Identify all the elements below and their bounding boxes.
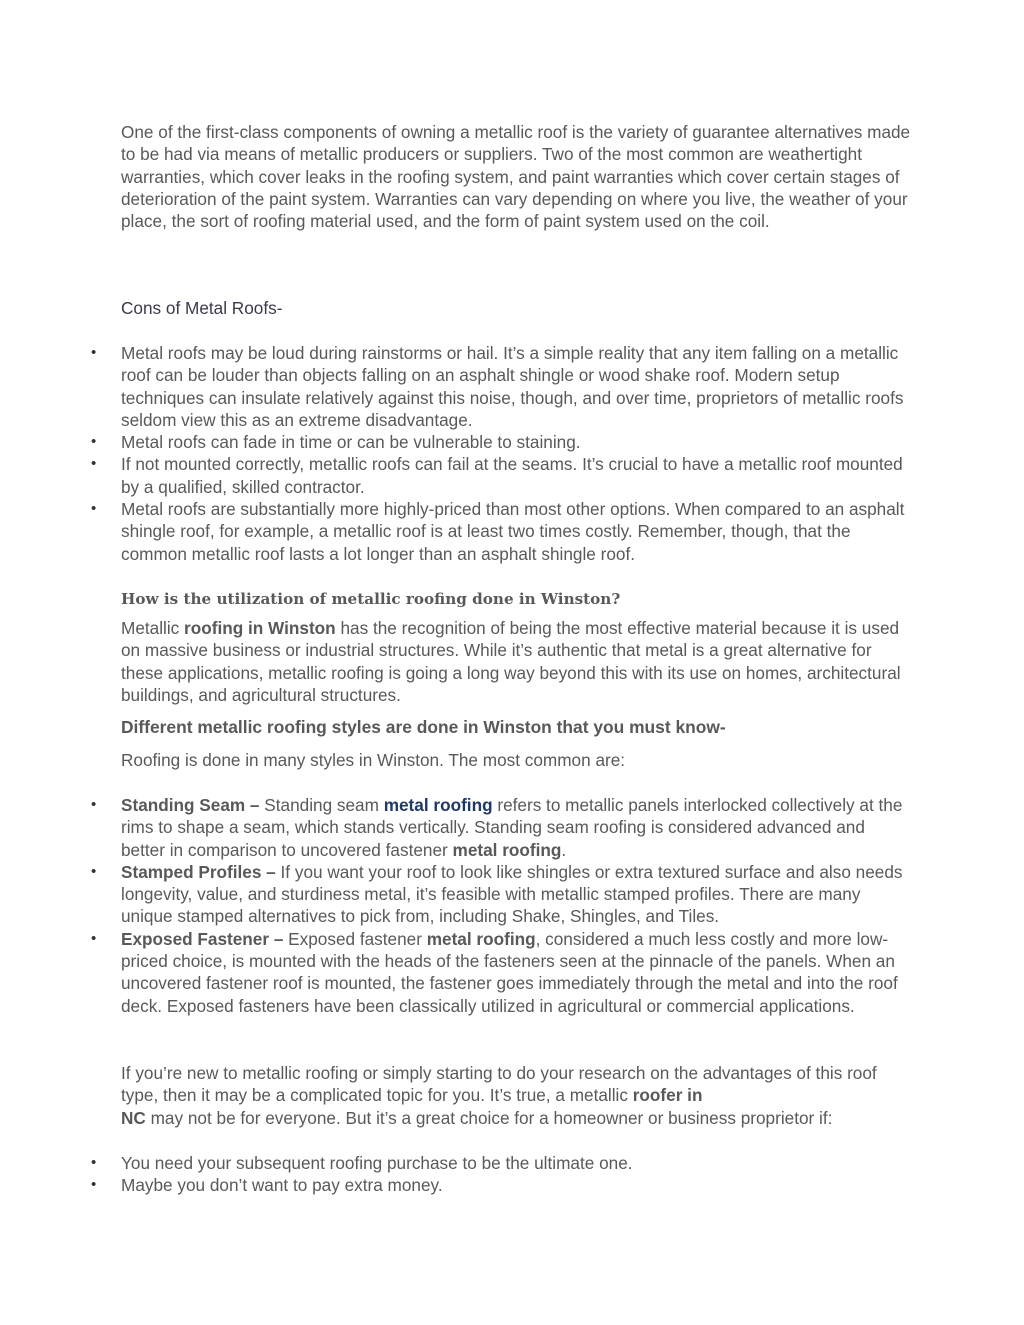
closing-list [121,1152,911,1197]
utilization-text-start: Metallic [121,618,185,638]
cons-heading: Cons of Metal Roofs- [121,298,283,318]
standing-seam-label: Standing Seam – [121,795,260,815]
standing-seam-text-3: . [561,839,567,860]
closing-text: If you’re new to metallic roofing or simply starting to do your research on the advantages of this roof type, then it may be a complicated topic for you. It’s true, a metallic [121,1063,877,1106]
standing-seam-text: Standing seam [259,795,384,815]
utilization-heading-block [121,589,911,609]
cons-item: • Metal roofs can fade in time or can be vulnerable to staining. [121,431,911,453]
style-item-stamped-profiles [121,861,911,928]
exposed-fastener-text-2: , considered a much less costly and more low-priced choice, is mounted with the heads of the fasteners seen at the pinnacle of the panels. When an uncovered fastener roof is mounted, the fastener goes immediately through the metal and into the roof deck. Exposed fasteners have been classically utilized in agricultural or commercial applications. [121,928,898,1016]
metal-roofing-keyword: metal roofing [426,928,536,949]
utilization-paragraph [121,617,911,706]
closing-item: • You need your subsequent roofing purchase to be the ultimate one. [121,1152,911,1174]
exposed-fastener-label: Exposed Fastener – [121,928,284,949]
intro-paragraph: One of the first-class components of owning a metallic roof is the variety of guarantee alternatives made to be had via means of metallic producers or suppliers. Two of the most common are weathertight warranties, which cover leaks in the roofing system, and paint warranties which cover certain stages of deterioration of the paint system. Warranties can vary depending on where you live, the weather of your place, the sort of roofing material used, and the form of paint system used on the coil. [121,122,911,232]
closing-text-2: may not be for everyone. But it’s a great choice for a homeowner or business proprietor if: [145,1107,833,1128]
closing-list-section [121,1152,911,1197]
closing-section [121,1062,911,1129]
exposed-fastener-text: Exposed fastener [283,928,427,949]
styles-list [121,794,911,1017]
cons-list [121,342,911,565]
cons-item: • If not mounted correctly, metallic roofs can fail at the seams. It’s crucial to have a metallic roof mounted by a qualified, skilled contractor. [121,453,911,498]
styles-section [121,794,911,1017]
nc-keyword: NC [121,1107,146,1128]
styles-heading: Different metallic roofing styles are done in Winston that you must know- [121,717,726,737]
closing-item: • Maybe you don’t want to pay extra money. [121,1174,911,1196]
styles-intro: Roofing is done in many styles in Winston. The most common are: [121,750,626,770]
cons-heading-block [121,297,911,319]
cons-section [121,342,911,565]
roofing-in-winston-keyword: roofing in Winston [184,618,336,638]
utilization-heading: How is the utilization of metallic roofing done in Winston? [121,590,621,608]
style-item-standing-seam [121,794,911,861]
stamped-profiles-label: Stamped Profiles – [121,861,276,882]
utilization-section [121,617,911,706]
utilization-text-rest: has the recognition of being the most effective material because it is used on massive business or industrial structures. While it’s authentic that metal is a great alternative for these applications, metallic roofing is going a long way beyond this with its use on homes, architectural buildings, and agricultural structures. [121,618,901,705]
intro-section [121,121,911,232]
stamped-profiles-text: If you want your roof to look like shingles or extra textured surface and also needs longevity, value, and sturdiness metal, it’s feasible with metallic stamped profiles. There are many unique stamped alternatives to pick from, including Shake, Shingles, and Tiles. [121,861,903,927]
metal-roofing-keyword: metal roofing [452,839,562,860]
metal-roofing-link[interactable]: metal roofing [383,795,493,815]
style-item-exposed-fastener [121,928,911,1017]
cons-item: • Metal roofs are substantially more highly-priced than most other options. When compared to an asphalt shingle roof, for example, a metallic roof is at least two times costly. Remember, though, that the common metallic roof lasts a lot longer than an asphalt shingle roof. [121,498,911,565]
closing-paragraph [121,1062,911,1129]
standing-seam-text-2: refers to metallic panels interlocked collectively at the rims to shape a seam, which stands vertically. Standing seam roofing is considered advanced and better in comparison to uncovered fastener [121,795,903,860]
roofer-in-keyword: roofer in [632,1085,703,1106]
cons-item: • Metal roofs may be loud during rainstorms or hail. It’s a simple reality that any item falling on a metallic roof can be louder than objects falling on an asphalt shingle or wood shake roof. Modern setup techniques can insulate relatively against this noise, though, and over time, proprietors of metallic roofs seldom view this as an extreme disadvantage. [121,342,911,431]
styles-intro-block [121,749,911,771]
styles-heading-block [121,716,911,738]
